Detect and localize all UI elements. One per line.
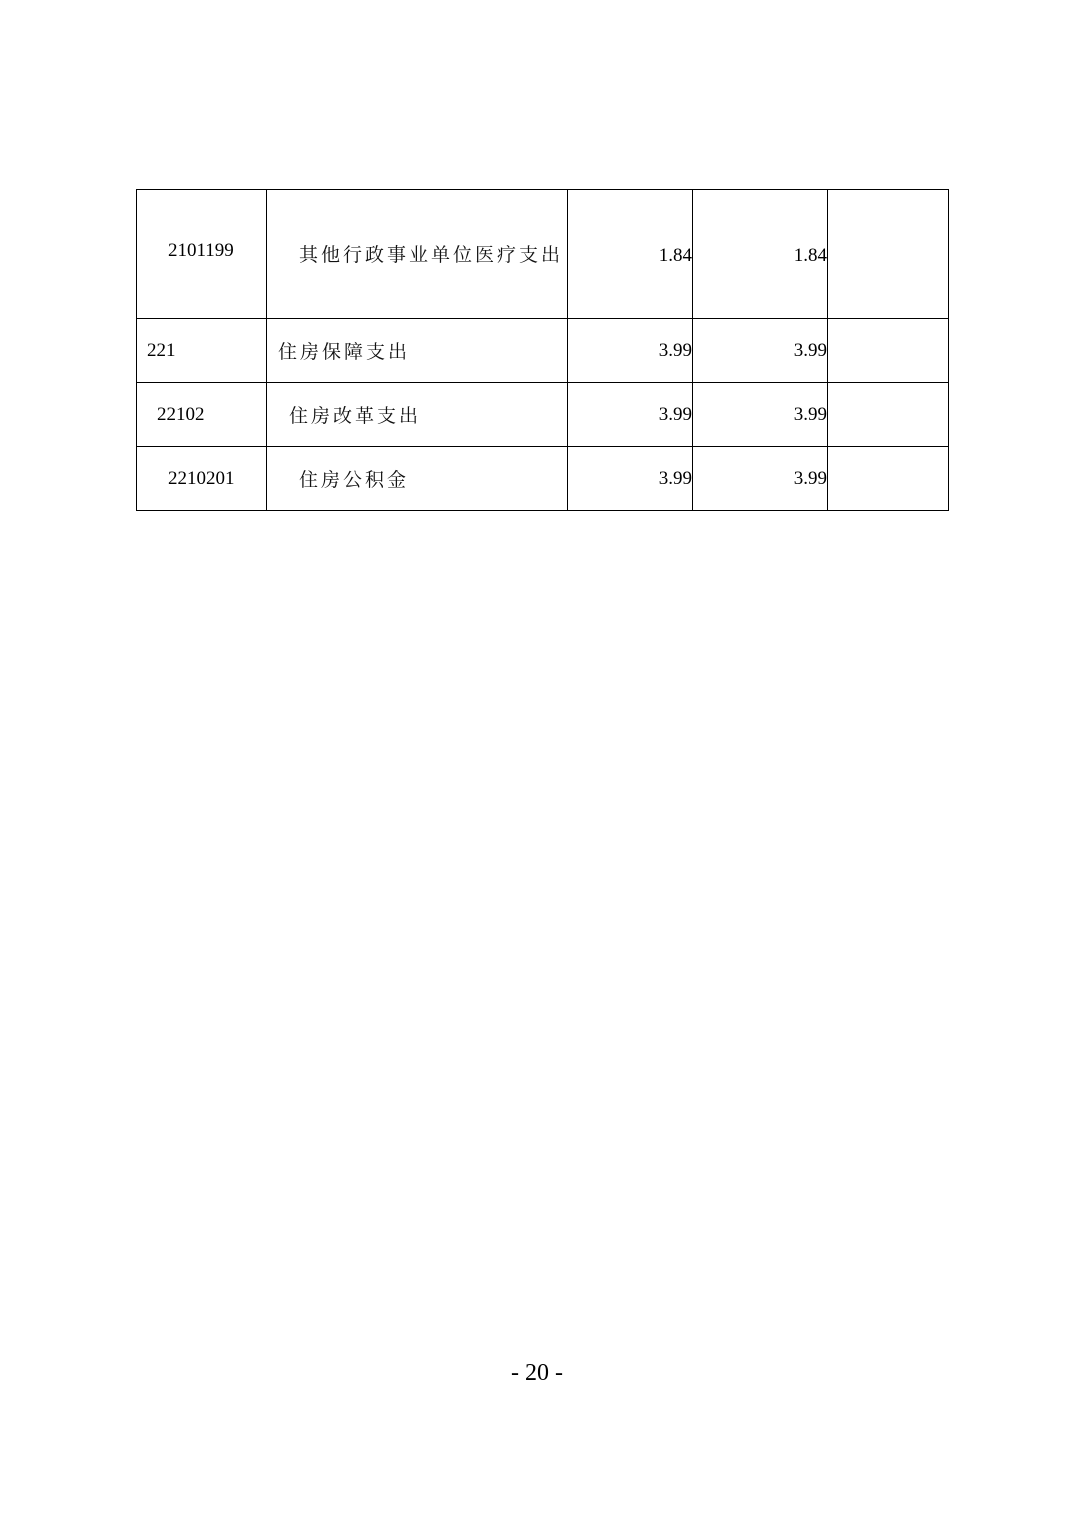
- amount-cell-3: [828, 447, 949, 511]
- amount-cell-2: 3.99: [693, 319, 828, 383]
- amount-cell-3: [828, 319, 949, 383]
- amount-cell-2: 1.84: [693, 190, 828, 319]
- amount-cell-1: 3.99: [568, 447, 693, 511]
- table-row: [137, 190, 949, 319]
- amount-cell-2: 3.99: [693, 447, 828, 511]
- page-number: - 20 -: [511, 1360, 563, 1386]
- table-row: [137, 383, 949, 447]
- subject-name-cell: 住房改革支出: [267, 383, 568, 447]
- subject-name-cell: 住房公积金: [267, 447, 568, 511]
- subject-name-cell: 住房保障支出: [267, 319, 568, 383]
- subject-code-cell: 2101199: [137, 190, 267, 319]
- amount-cell-1: 3.99: [568, 319, 693, 383]
- amount-cell-3: [828, 383, 949, 447]
- table-row: [137, 319, 949, 383]
- subject-code-cell: 22102: [137, 383, 267, 447]
- subject-name-cell: 其他行政事业单位医疗支出: [267, 190, 568, 319]
- amount-cell-2: 3.99: [693, 383, 828, 447]
- budget-table: [136, 189, 949, 511]
- amount-cell-3: [828, 190, 949, 319]
- subject-code-cell: 2210201: [137, 447, 267, 511]
- amount-cell-1: 1.84: [568, 190, 693, 319]
- table-row: [137, 447, 949, 511]
- subject-code-cell: 221: [137, 319, 267, 383]
- amount-cell-1: 3.99: [568, 383, 693, 447]
